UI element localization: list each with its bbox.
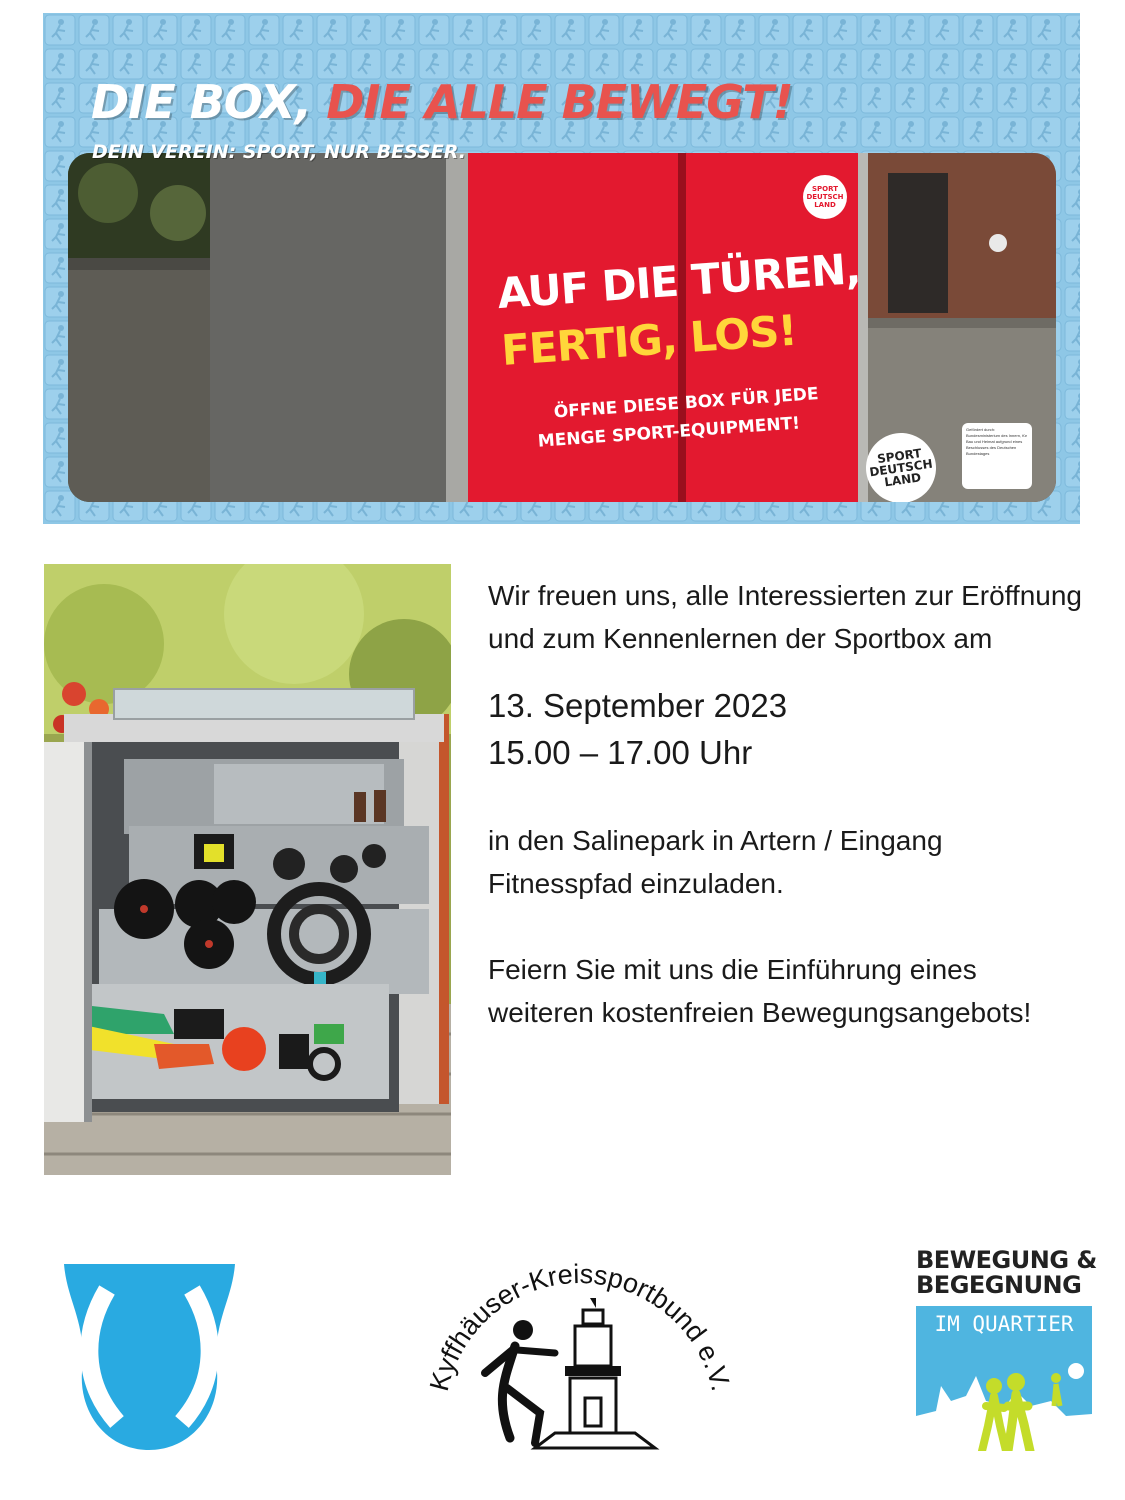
banner-headline	[91, 75, 793, 129]
door-headline-1: AUF DIE TÜREN,	[495, 243, 862, 319]
bb-title	[916, 1248, 1097, 1298]
door-subline-2: MENGE SPORT-EQUIPMENT!	[537, 413, 801, 452]
sportbox-banner	[43, 13, 1080, 524]
kyffhaeuser-kreissportbund-logo	[415, 1238, 735, 1463]
headline-red: DIE ALLE BEWEGT!	[311, 75, 793, 129]
event-location: in den Salinepark in Artern / Eingang Fitnesspfad einzuladen.	[488, 825, 943, 899]
ksb-arc-text: Kyffhäuser-Kreissportbund e.V.	[423, 1258, 735, 1394]
sport-deutschland-badge-small: SPORT DEUTSCH LAND	[803, 175, 847, 219]
artern-coat-of-arms-logo	[62, 1262, 237, 1452]
bb-title-line2: BEGEGNUNG	[916, 1271, 1082, 1299]
sport-deutschland-badge: SPORT DEUTSCH LAND	[861, 428, 940, 502]
headline-white: DIE BOX,	[91, 75, 312, 129]
event-time: 15.00 – 17.00 Uhr	[488, 734, 753, 771]
invitation-text	[488, 574, 1088, 1034]
door-subline-1: ÖFFNE DIESE BOX FÜR JEDE	[553, 384, 820, 423]
invite-intro: Wir freuen uns, alle Interessierten zur Eröffnung und zum Kennenlernen der Sportbox am	[488, 580, 1083, 654]
box-photo	[68, 153, 1056, 502]
event-date: 13. September 2023	[488, 687, 788, 724]
bb-title-line1: BEWEGUNG &	[916, 1246, 1097, 1274]
funding-notice-badge: Gefördert durch: Bundesministerium des Innern, für Bau und Heimat aufgrund eines Beschlusses des Deutschen Bundestages	[962, 423, 1032, 489]
sportbox-equipment-photo	[44, 564, 451, 1175]
bewegung-begegnung-logo	[916, 1246, 1097, 1463]
invite-closing: Feiern Sie mit uns die Einführung eines weiteren kostenfreien Bewegungsangebots!	[488, 954, 1032, 1028]
banner-subline: DEIN VEREIN: SPORT, NUR BESSER.	[92, 141, 466, 163]
bb-subtitle: IM QUARTIER	[934, 1312, 1074, 1336]
door-headline-2: FERTIG, LOS!	[499, 305, 799, 376]
